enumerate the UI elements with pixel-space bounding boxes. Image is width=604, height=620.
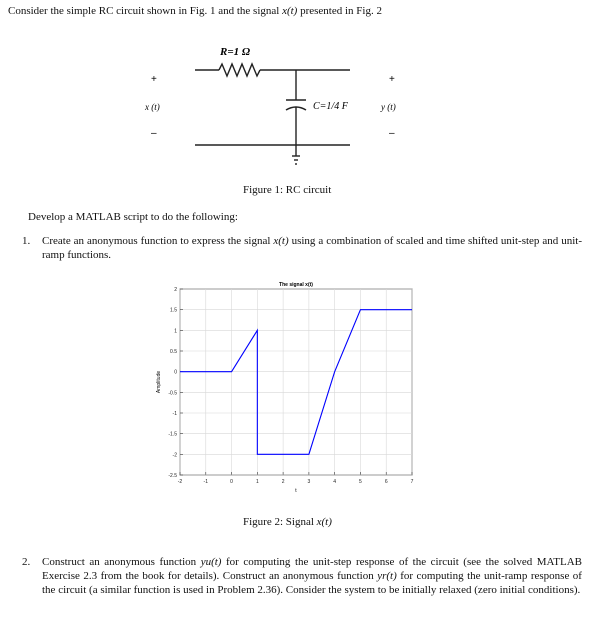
signal-chart — [156, 282, 414, 494]
y-tick-label: 2 — [174, 287, 177, 293]
function-yu: yu(t) — [200, 556, 222, 568]
resistor-label: R=1 Ω — [220, 46, 251, 58]
output-minus: – — [389, 128, 395, 139]
x-tick-label: -1 — [203, 479, 209, 485]
y-tick-label: 0 — [174, 369, 177, 376]
y-tick-label: -2 — [172, 452, 177, 459]
x-tick-label: 2 — [281, 479, 285, 485]
chart-title: The signal x(t) — [279, 282, 313, 288]
x-tick-label: 6 — [384, 479, 388, 485]
x-axis-label: t — [295, 488, 297, 494]
capacitor-label: C=1/4 F — [313, 101, 348, 112]
x-tick-label: 4 — [333, 479, 337, 485]
signal-symbol: x(t) — [282, 5, 298, 17]
list-item-2: 2. Construct an anonymous function yu(t) for computing the unit-step response of the circuit (see the solved MATLAB Exercise 2.3 from the book for details). Construct an anonymous function yr(t) for computing the unit-ramp response of the circuit (a similar function is used in Problem 2.36). Consider the system to be initially relaxed (zero initial conditions). — [22, 556, 582, 596]
item-number: 2. — [22, 556, 31, 568]
list-item-1: 1. Create an anonymous function to express the signal x(t) using a combination of scaled and time shifted unit-step and unit-ramp functions. — [22, 235, 582, 261]
y-tick-label: 1.5 — [170, 307, 177, 314]
y-tick-label: -1.5 — [168, 431, 177, 438]
y-axis-label: Amplitude — [156, 370, 162, 394]
function-yr: yr(t) — [377, 570, 397, 582]
figure2-caption: Figure 2: Signal x(t) — [243, 516, 332, 528]
output-label: y (t) — [381, 102, 396, 112]
develop-heading: Develop a MATLAB script to do the following: — [28, 211, 238, 223]
x-tick-label: 3 — [307, 479, 311, 485]
y-tick-label: 0.5 — [170, 349, 177, 355]
item-number: 1. — [22, 235, 31, 247]
y-tick-label: -2.5 — [168, 473, 177, 479]
intro-text: Consider the simple RC circuit shown in Fig. 1 and the signal x(t) presented in Fig. 2 — [8, 5, 382, 17]
resistor-icon — [219, 64, 260, 76]
signal-symbol: x(t) — [273, 235, 289, 247]
x-tick-label: 7 — [410, 479, 414, 485]
figure1-caption: Figure 1: RC circuit — [243, 184, 332, 196]
input-minus: – — [151, 128, 157, 139]
x-tick-label: -2 — [177, 479, 183, 485]
y-tick-label: -1 — [172, 411, 177, 417]
y-tick-label: -0.5 — [168, 390, 177, 397]
input-plus: + — [151, 74, 157, 85]
plot-area — [180, 289, 412, 475]
input-label: x (t) — [145, 102, 160, 112]
y-tick-label: 1 — [174, 328, 177, 335]
output-plus: + — [389, 74, 395, 85]
x-tick-label: 1 — [255, 479, 259, 485]
x-tick-label: 5 — [359, 479, 362, 485]
x-tick-label: 0 — [230, 479, 233, 485]
